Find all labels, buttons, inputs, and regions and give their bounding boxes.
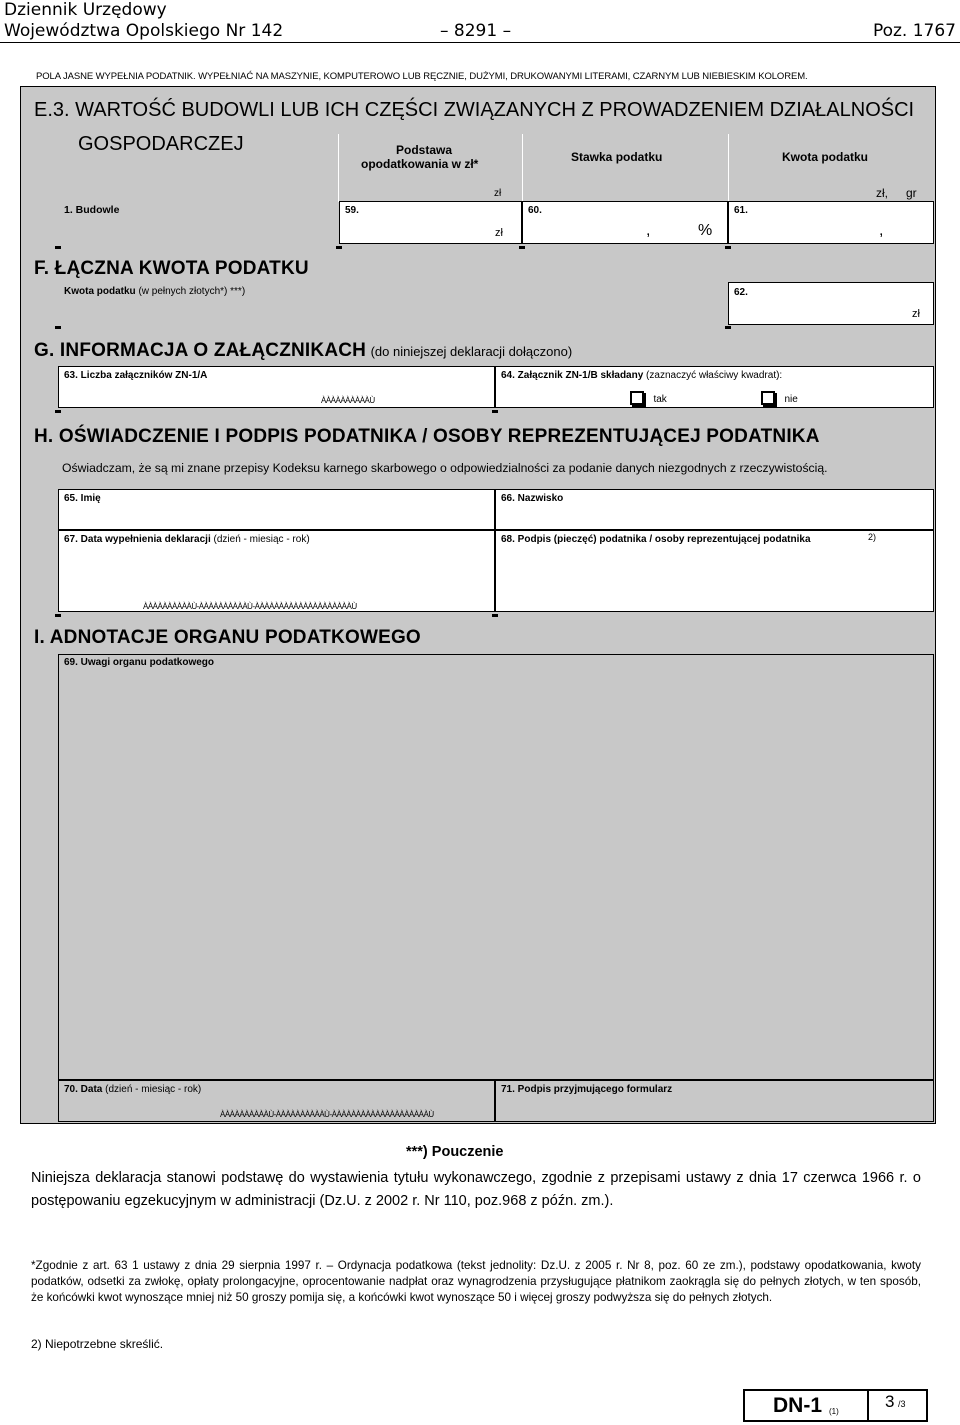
- footnote-2: [31, 1337, 163, 1351]
- section-tick: [725, 246, 731, 249]
- field-65-input[interactable]: [58, 489, 495, 530]
- checkbox-yes[interactable]: [630, 391, 644, 405]
- footnote-2-mark: 2): [31, 1337, 42, 1351]
- header-rule: [0, 42, 960, 43]
- field-69-area: [58, 654, 934, 1080]
- pouczenie-text: Niniejsza deklaracja stanowi podstawę do wystawienia tytułu wykonawczego, zgodnie z przepisami ustawy z dnia 17 czerwca 1966 r. o postępowaniu egzekucyjnym w administracji (Dz.U. z 2002 r. Nr 110, poz.968 z późn. zm.).: [31, 1170, 921, 1209]
- option-yes-label: tak: [653, 394, 667, 405]
- col-rate-header: Stawka podatku: [571, 150, 663, 164]
- field-68-input[interactable]: [495, 530, 934, 612]
- field-68-footnote-mark: 2): [868, 532, 877, 542]
- field-f-label: [64, 286, 245, 298]
- section-tick: [336, 246, 342, 249]
- field-f-label-rest: (w pełnych złotych*) ***): [135, 286, 246, 297]
- option-yes[interactable]: [630, 389, 667, 407]
- field-70-area: [58, 1080, 495, 1122]
- pouczenie-title: ***) Pouczenie: [406, 1144, 504, 1160]
- divider: [728, 134, 729, 202]
- field-64-label: [501, 370, 782, 382]
- field-64-label-bold: 64. Załącznik ZN-1/B składany: [501, 370, 644, 381]
- field-67-label-bold: 67. Data wypełnienia deklaracji: [64, 534, 211, 545]
- divider: [522, 134, 523, 202]
- footnote-2-text: Niepotrzebne skreślić.: [45, 1337, 164, 1351]
- field-61-comma: ,: [879, 222, 884, 239]
- field-60-comma: ,: [646, 222, 651, 239]
- section-tick: [519, 246, 525, 249]
- section-tick: [492, 410, 498, 413]
- section-i-title: I. ADNOTACJE ORGANU PODATKOWEGO: [34, 627, 421, 648]
- col-amount-header: Kwota podatku: [782, 150, 868, 164]
- fill-instruction: POLA JASNE WYPEŁNIA PODATNIK. WYPEŁNIAĆ NA MASZYNIE, KOMPUTEROWO LUB RĘCZNIE, DUŻYMI, DRUKOWANYMI LITERAMI, CZARNYM LUB NIEBIESKIM KOLOREM.: [36, 71, 808, 82]
- col-basis-header-1: Podstawa: [396, 143, 453, 157]
- section-tick: [55, 410, 61, 413]
- section-e3-title-cont: GOSPODARCZEJ: [78, 133, 244, 155]
- section-f-title: F. ŁĄCZNA KWOTA PODATKU: [34, 258, 309, 279]
- option-no[interactable]: [761, 389, 798, 407]
- form-code-cell: [745, 1391, 869, 1420]
- page-number: – 8291 –: [440, 21, 512, 41]
- form-id-box: [743, 1389, 928, 1422]
- page-current: 3: [885, 1392, 895, 1411]
- field-62-number: 62.: [734, 287, 748, 298]
- section-tick: [55, 614, 61, 617]
- field-61-input[interactable]: [728, 201, 934, 244]
- section-tick: [55, 246, 61, 249]
- page-total: /3: [898, 1399, 906, 1409]
- unit-zl-mark: zł: [494, 188, 502, 199]
- field-64-label-rest: (zaznaczyć właściwy kwadrat):: [643, 370, 783, 381]
- section-g-subtitle: (do niniejszej deklaracji dołączono): [370, 344, 573, 359]
- unit-zl-label: zł,: [876, 186, 888, 200]
- unit-gr-label: gr: [906, 186, 917, 200]
- form-version: (1): [829, 1407, 839, 1416]
- section-g-title: G. INFORMACJA O ZAŁĄCZNIKACH: [34, 340, 367, 361]
- field-71-label: 71. Podpis przyjmującego formularz: [501, 1084, 673, 1095]
- option-no-label: nie: [784, 394, 798, 405]
- field-66-input[interactable]: [495, 489, 934, 530]
- field-59-number: 59.: [345, 205, 359, 216]
- section-h-title: H. OŚWIADCZENIE I PODPIS PODATNIKA / OSOBY REPREZENTUJĄCEJ PODATNIKA: [34, 426, 820, 447]
- field-67-fill: ÀÀÀÀÀÀÀÀÀÀÙ-ÀÀÀÀÀÀÀÀÀÀÙ-ÀÀÀÀÀÀÀÀÀÀÀÀÀÀÀÀÀÀÀÀÙ: [143, 602, 357, 611]
- field-69-label: 69. Uwagi organu podatkowego: [64, 657, 215, 668]
- field-66-label: 66. Nazwisko: [501, 493, 564, 504]
- footnote-star: *Zgodnie z art. 63 1 ustawy z dnia 29 sierpnia 1997 r. – Ordynacja podatkowa (tekst jednolity: Dz.U. z 2005 r. Nr 8, poz. 60 ze zm.), podstawy opodatkowania, kwoty podatków, odsetki za zwłokę, opłaty prolongacyjne, oprocentowanie nadpłat oraz wynagrodzenia przysługujące płatnikom zaokrągla się do pełnych złotych, w ten sposób, że końcówki kwot wynoszące mniej niż 50 groszy pomija się, a końcówki kwot wynoszące 50 i więcej groszy podwyższa się do pełnych złotych.: [31, 1259, 921, 1304]
- section-tick: [725, 326, 731, 329]
- field-67-label: [64, 534, 310, 546]
- field-68-label: 68. Podpis (pieczęć) podatnika / osoby reprezentującej podatnika: [501, 534, 811, 545]
- section-tick: [492, 614, 498, 617]
- journal-title: Dziennik Urzędowy: [4, 0, 167, 20]
- divider: [338, 134, 339, 202]
- field-62-input[interactable]: [728, 282, 934, 325]
- field-67-label-rest: (dzień - miesiąc - rok): [210, 534, 310, 545]
- field-71-area: [495, 1080, 934, 1122]
- statement-text: Oświadczam, że są mi znane przepisy Kodeksu karnego skarbowego o odpowiedzialności za podanie danych niezgodnych z rzeczywistością.: [62, 461, 828, 475]
- field-63-label: 63. Liczba załączników ZN-1/A: [64, 370, 208, 381]
- section-tick: [55, 326, 61, 329]
- position-number: Poz. 1767: [872, 21, 956, 41]
- field-f-label-bold: Kwota podatku: [64, 286, 136, 297]
- field-61-number: 61.: [734, 205, 748, 216]
- field-70-label-bold: 70. Data: [64, 1084, 103, 1095]
- field-67-input[interactable]: [58, 530, 495, 612]
- section-g-heading: [34, 340, 572, 362]
- field-63-input[interactable]: [58, 366, 495, 408]
- section-e3-title: E.3. WARTOŚĆ BUDOWLI LUB ICH CZĘŚCI ZWIĄZANYCH Z PROWADZENIEM DZIAŁALNOŚCI: [34, 99, 915, 121]
- journal-issue: Województwa Opolskiego Nr 142: [4, 21, 284, 41]
- field-60-input[interactable]: [522, 201, 728, 244]
- field-70-label-rest: (dzień - miesiąc - rok): [102, 1084, 202, 1095]
- field-70-label: [64, 1084, 201, 1096]
- field-62-unit: zł: [912, 308, 920, 320]
- field-63-fill: ÀÀÀÀÀÀÀÀÀÀÙ: [321, 396, 375, 405]
- form-code: DN-1: [773, 1394, 823, 1417]
- field-60-percent: %: [698, 222, 713, 239]
- checkbox-no[interactable]: [761, 391, 775, 405]
- field-59-input[interactable]: [339, 201, 522, 244]
- row-budowle-label: 1. Budowle: [64, 204, 120, 216]
- field-64-group: [495, 366, 934, 408]
- col-basis-header-2: opodatkowania w zł*: [361, 157, 479, 171]
- field-70-fill: ÀÀÀÀÀÀÀÀÀÀÙ-ÀÀÀÀÀÀÀÀÀÀÙ-ÀÀÀÀÀÀÀÀÀÀÀÀÀÀÀÀÀÀÀÀÙ: [220, 1110, 434, 1119]
- field-60-number: 60.: [528, 205, 542, 216]
- field-65-label: 65. Imię: [64, 493, 101, 504]
- field-59-unit: zł: [495, 227, 503, 239]
